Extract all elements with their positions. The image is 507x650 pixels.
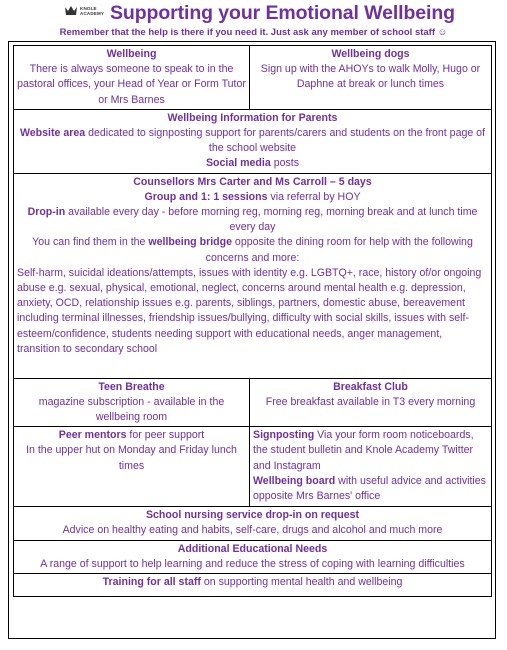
support-table [13, 45, 492, 597]
row-educational [14, 540, 492, 573]
dogs-text: Sign up with the AHOYs to walk Molly, Hugo or Daphne at break or lunch times [260, 63, 481, 91]
counsellors-concerns: Self-harm, suicidal ideations/attempts, issues with identity e.g. LGBTQ+, race, history of/or ongoing abuse e.g. sexual, physical, emotional, neglect, concerns around mental health e.g. depression, anxiety, OCD, relationship issues e.g. parents, siblings, partners, domestic abuse, bereavement including terminal illnesses, friendship issues/bullying, difficulty with social skills, issues with self-esteem/confidence, students needing support with educational needs, anger management, transition to secondary school [17, 266, 482, 355]
logo-text: KNOLE ACADEMY [80, 6, 105, 16]
training-lead: Training for all staff [102, 576, 201, 589]
cell-wellbeing [14, 46, 250, 110]
counsellors-bridge-lead: wellbeing bridge [148, 236, 232, 249]
cell-wellbeing-dogs [250, 46, 492, 110]
counsellors-find-text-2: opposite the dining room for help with the following concerns and more: [205, 236, 473, 264]
wellbeing-heading: Wellbeing [106, 48, 157, 60]
header [0, 0, 507, 40]
nursing-text: Advice on healthy eating and habits, self-care, drugs and alcohol and much more [62, 524, 443, 537]
parents-website-lead: Website area [19, 127, 86, 140]
dogs-heading: Wellbeing dogs [331, 48, 410, 60]
wellbeing-board-lead: Wellbeing board [253, 474, 336, 487]
row-parents [14, 109, 492, 173]
parents-social-lead: Social media [205, 157, 271, 170]
breakfast-text: Free breakfast available in T3 every morning [265, 395, 476, 408]
peer-lead: Peer mentors [58, 429, 127, 442]
crest-icon [64, 5, 78, 17]
signposting-lead: Signposting [253, 429, 315, 442]
row-nursing [14, 507, 492, 540]
wellbeing-text: There is always someone to speak to in the pastoral offices, your Head of Year or Form Tutor or Mrs Barnes [17, 63, 246, 106]
educational-heading: Additional Educational Needs [177, 542, 328, 555]
nursing-heading: School nursing service drop-in on request [145, 509, 360, 522]
row-teen-breakfast [14, 378, 492, 427]
cell-training [14, 574, 492, 597]
counsellors-group-lead: Group and 1: 1 sessions [144, 190, 268, 203]
parents-website-text: dedicated to signposting support for parents/carers and students on the front page of the school website [85, 127, 486, 155]
counsellors-dropin-lead: Drop-in [27, 206, 66, 219]
signposting-text: Via your form room noticeboards, the student bulletin and Knole Academy Twitter and Instagram [253, 429, 474, 472]
teen-breathe-heading: Teen Breathe [98, 380, 165, 393]
row-wellbeing [14, 46, 492, 110]
counsellors-dropin-text: available every day - before morning reg, morning reg, morning break and at lunch time every day [65, 206, 478, 234]
page-title: Supporting your Emotional Wellbeing [110, 2, 455, 24]
cell-nursing [14, 507, 492, 540]
teen-breathe-text: magazine subscription - available in the wellbeing room [38, 395, 225, 424]
educational-text: A range of support to help learning and reduce the stress of coping with learning difficulties [40, 557, 465, 570]
row-training [14, 574, 492, 597]
row-peer-signposting [14, 427, 492, 507]
school-logo [64, 5, 104, 17]
wellbeing-board-text: with useful advice and activities opposite Mrs Barnes' office [253, 474, 486, 503]
counsellors-heading: Counsellors Mrs Carter and Ms Carroll – 5 days [133, 175, 372, 188]
training-text: on supporting mental health and wellbeing [200, 576, 403, 589]
row-counsellors [14, 173, 492, 378]
peer-location-text: In the upper hut on Monday and Friday lunch times [26, 444, 237, 472]
parents-social-text: posts [270, 157, 300, 170]
cell-parents [14, 109, 492, 173]
cell-counsellors [14, 173, 492, 378]
counsellors-group-text: via referral by HOY [267, 190, 361, 203]
parents-heading: Wellbeing Information for Parents [167, 111, 338, 124]
page-subtitle: Remember that the help is there if you need it. Just ask any member of school staff ☺ [59, 27, 448, 38]
cell-breakfast-club [250, 378, 492, 427]
cell-educational-needs [14, 540, 492, 573]
cell-peer-mentors [14, 427, 250, 507]
cell-signposting [250, 427, 492, 507]
counsellors-find-text: You can find them in the [32, 236, 149, 249]
peer-text: for peer support [126, 429, 205, 442]
breakfast-heading: Breakfast Club [333, 380, 408, 393]
cell-teen-breathe [14, 378, 250, 427]
